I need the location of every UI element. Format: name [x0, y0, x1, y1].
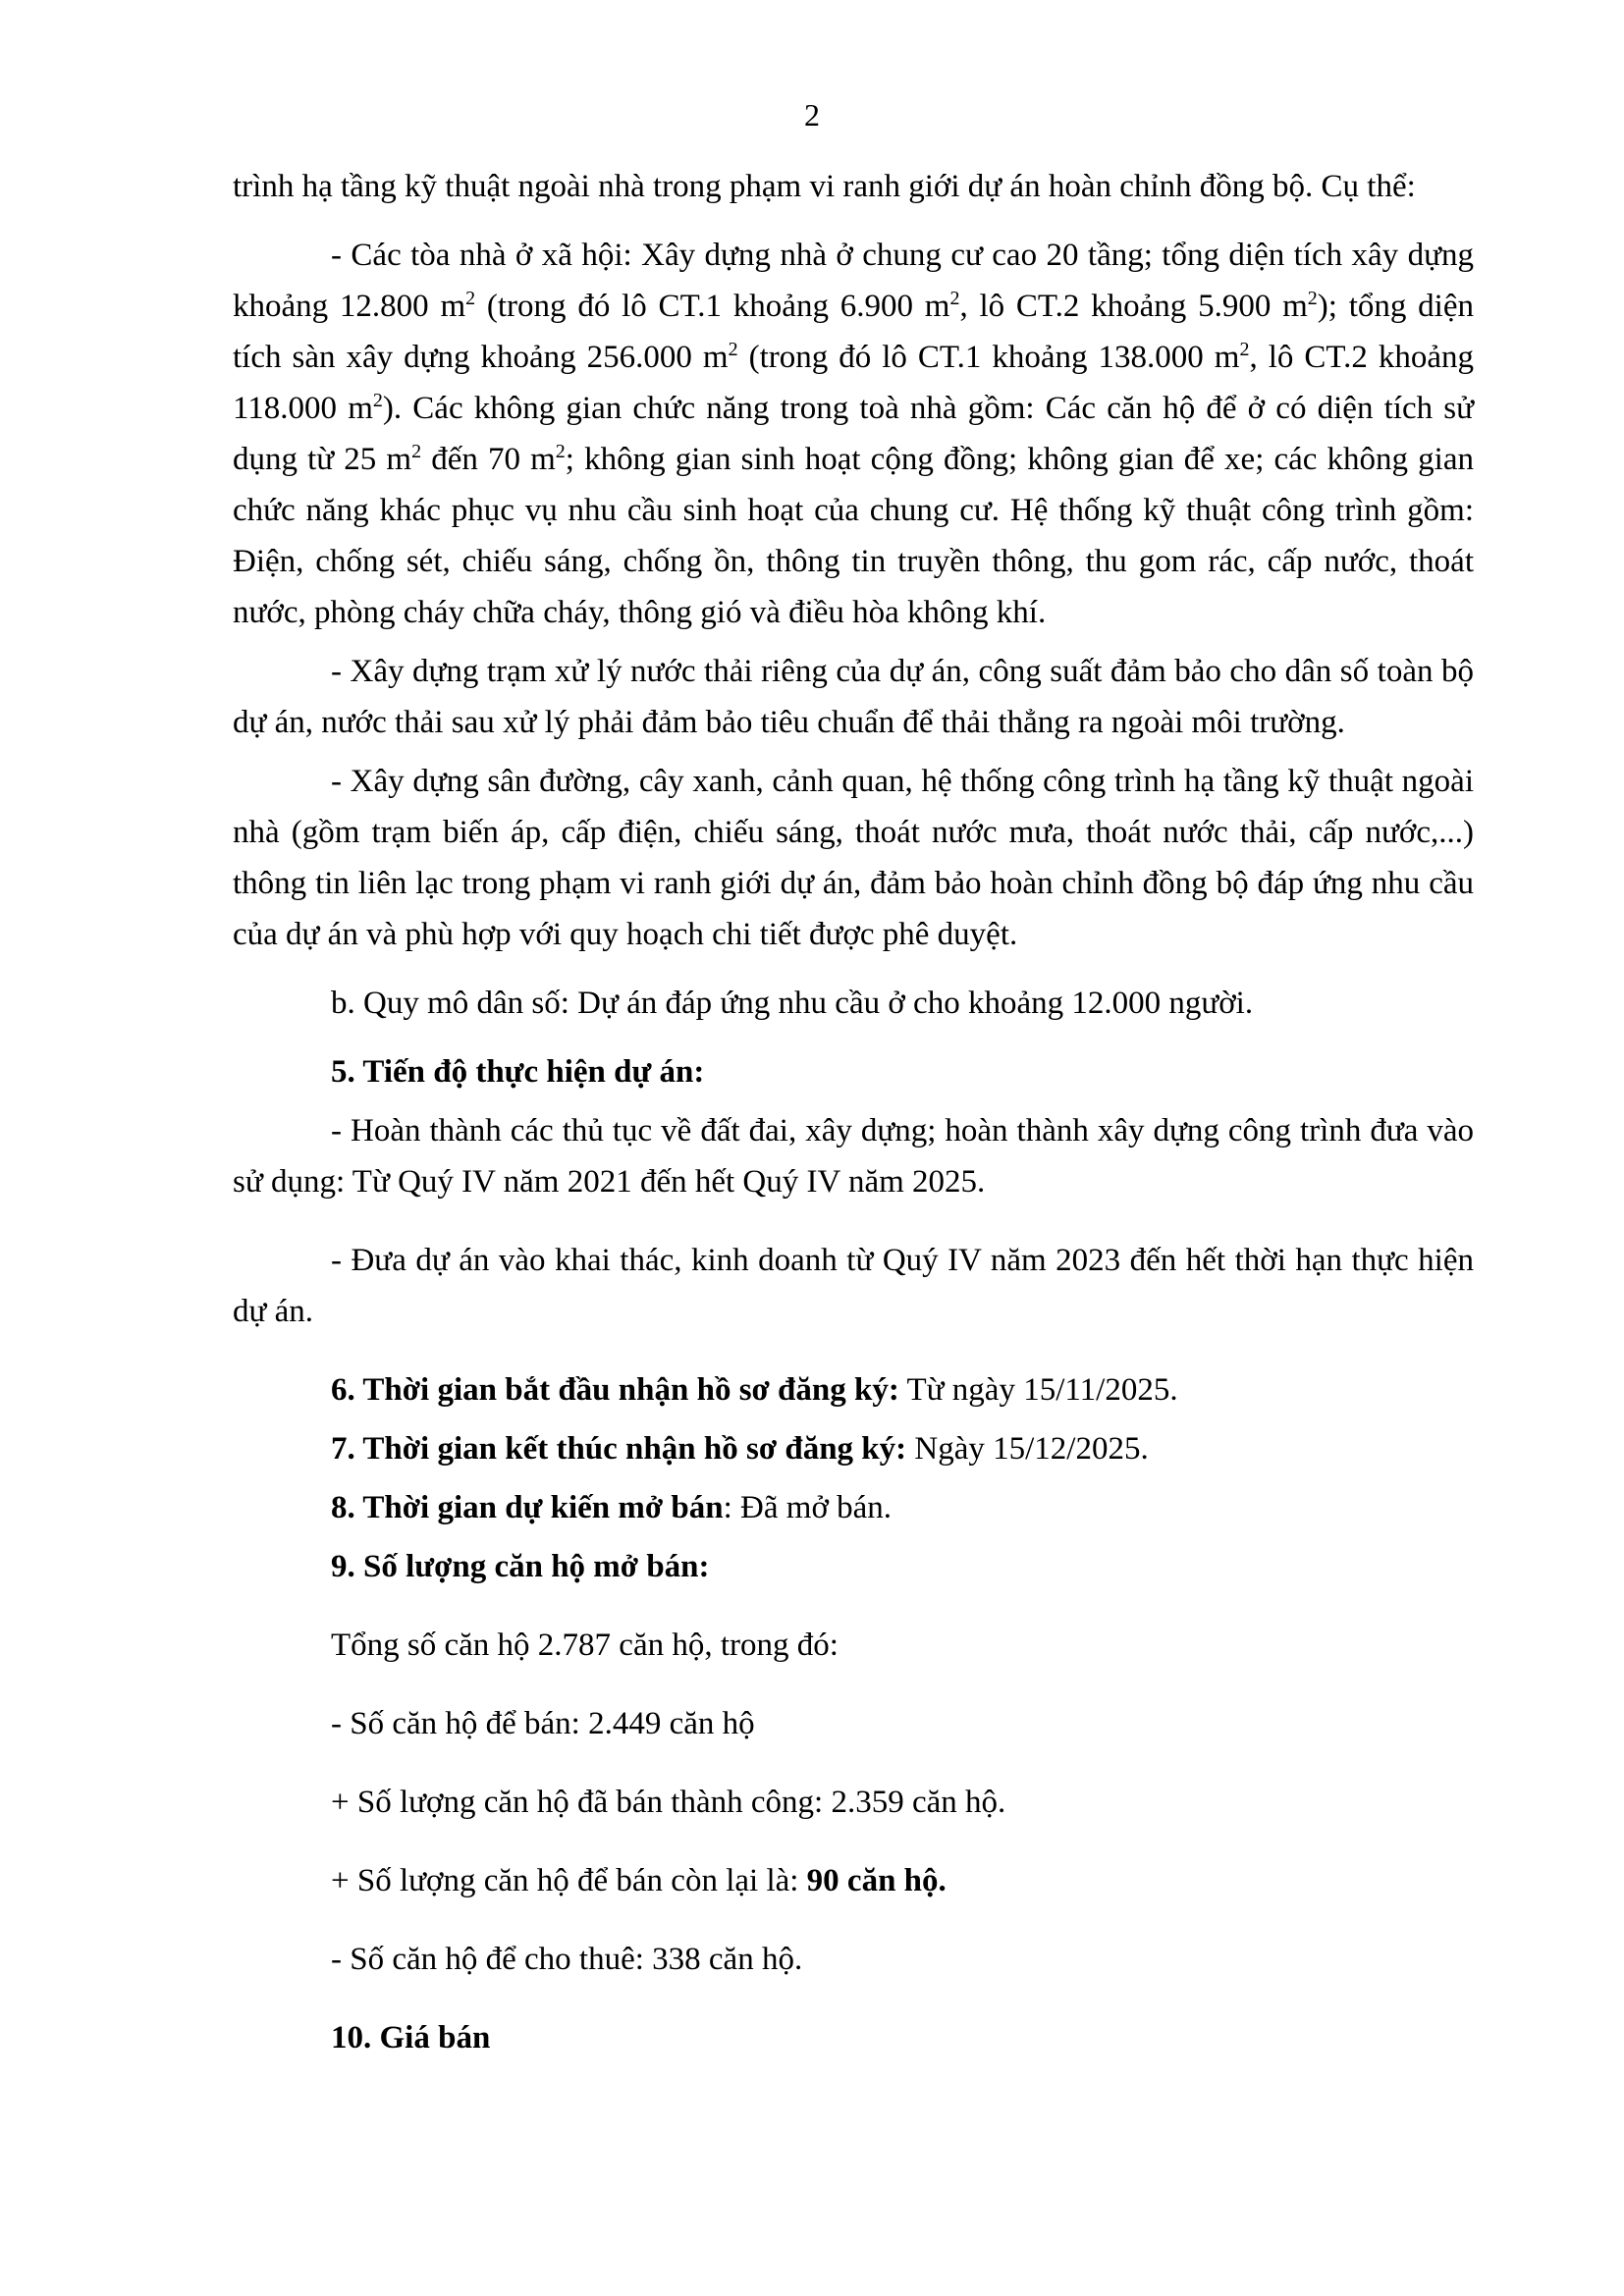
buildings-text-4: ); tổng diện tích sàn xây dựng khoảng 256.000 m	[233, 289, 1474, 375]
infrastructure-paragraph: - Xây dựng sân đường, cây xanh, cảnh quan, hệ thống công trình hạ tầng kỹ thuật ngoài nhà (gồm trạm biến áp, cấp điện, chiếu sáng, thoát nước mưa, thoát nước thải, cấp nước,...) thông tin liên lạc trong phạm vi ranh giới dự án, đảm bảo hoàn chỉnh đồng bộ đáp ứng nhu cầu của dự án và phù hợp với quy hoạch chi tiết được phê duyệt.	[233, 764, 1474, 952]
section-9-for-sale: - Số căn hộ để bán: 2.449 căn hộ	[331, 1706, 755, 1741]
buildings-text-9: ; không gian sinh hoạt cộng đồng; không gian để xe; các không gian chức năng khác phục vụ nhu cầu sinh hoạt của chung cư. Hệ thống kỹ thuật công trình gồm: Điện, chống sét, chiếu sáng, chống ồn, thông tin truyền thông, thu gom rác, cấp nước, thoát nước, phòng cháy chữa cháy, thông gió và điều hòa không khí.	[233, 442, 1474, 630]
section-5-heading	[233, 1046, 1474, 1097]
buildings-paragraph	[233, 230, 1474, 638]
remaining-value: 90 căn hộ.	[806, 1863, 947, 1898]
superscript: 2	[949, 288, 960, 309]
section-9-for-rent: - Số căn hộ để cho thuê: 338 căn hộ.	[331, 1942, 803, 1977]
population-paragraph: b. Quy mô dân số: Dự án đáp ứng nhu cầu ở cho khoảng 12.000 người.	[331, 986, 1254, 1021]
section-10-title: 10. Giá bán	[331, 2020, 491, 2056]
superscript: 2	[465, 288, 476, 309]
superscript: 2	[555, 441, 566, 462]
remaining-label: + Số lượng căn hộ để bán còn lại là:	[331, 1863, 807, 1898]
superscript: 2	[411, 441, 422, 462]
section-7-value: Ngày 15/12/2025.	[906, 1431, 1149, 1467]
section-7-label: 7. Thời gian kết thúc nhận hồ sơ đăng ký:	[331, 1431, 907, 1467]
section-9-remaining	[233, 1855, 1474, 1906]
section-6-value: Từ ngày 15/11/2025.	[898, 1372, 1178, 1408]
page-number: 2	[804, 97, 820, 133]
buildings-text-7: ). Các không gian chức năng trong toà nhà gồm: Các căn hộ để ở có diện tích sử dụng từ 25 m	[233, 391, 1474, 477]
section-9-sold: + Số lượng căn hộ đã bán thành công: 2.359 căn hộ.	[331, 1785, 1006, 1820]
section-9-total: Tổng số căn hộ 2.787 căn hộ, trong đó:	[331, 1628, 839, 1663]
wastewater-paragraph: - Xây dựng trạm xử lý nước thải riêng của dự án, công suất đảm bảo cho dân số toàn bộ dự án, nước thải sau xử lý phải đảm bảo tiêu chuẩn để thải thẳng ra ngoài môi trường.	[233, 654, 1474, 740]
section-8-value: : Đã mở bán.	[723, 1490, 893, 1525]
section-8	[233, 1482, 1474, 1533]
section-5-item-1: - Hoàn thành các thủ tục về đất đai, xây dựng; hoàn thành xây dựng công trình đưa vào sử dụng: Từ Quý IV năm 2021 đến hết Quý IV năm 2025.	[233, 1113, 1474, 1200]
section-8-label: 8. Thời gian dự kiến mở bán	[331, 1490, 724, 1525]
buildings-text-5: (trong đó lô CT.1 khoảng 138.000 m	[737, 340, 1240, 375]
document-body	[233, 161, 1474, 2063]
buildings-text-6: , lô CT.2 khoảng 118.000 m	[233, 340, 1474, 426]
buildings-text-3: , lô CT.2 khoảng 5.900 m	[959, 289, 1308, 324]
section-5-title: 5. Tiến độ thực hiện dự án:	[331, 1054, 705, 1090]
superscript: 2	[372, 390, 383, 411]
section-6	[233, 1364, 1474, 1415]
superscript: 2	[1307, 288, 1318, 309]
buildings-text-2: (trong đó lô CT.1 khoảng 6.900 m	[475, 289, 950, 324]
section-7	[233, 1423, 1474, 1474]
superscript: 2	[728, 339, 738, 360]
intro-paragraph: trình hạ tầng kỹ thuật ngoài nhà trong phạm vi ranh giới dự án hoàn chỉnh đồng bộ. Cụ thể:	[233, 169, 1416, 204]
section-5-item-2: - Đưa dự án vào khai thác, kinh doanh từ Quý IV năm 2023 đến hết thời hạn thực hiện dự án.	[233, 1243, 1474, 1329]
buildings-text-8: đến 70 m	[421, 442, 556, 477]
section-6-label: 6. Thời gian bắt đầu nhận hồ sơ đăng ký:	[331, 1372, 899, 1408]
section-10-heading	[233, 2012, 1474, 2063]
buildings-text-1: - Các tòa nhà ở xã hội: Xây dựng nhà ở chung cư cao 20 tầng; tổng diện tích xây dựng khoảng 12.800 m	[233, 238, 1474, 324]
section-9-heading	[233, 1541, 1474, 1592]
superscript: 2	[1239, 339, 1250, 360]
section-9-title: 9. Số lượng căn hộ mở bán:	[331, 1549, 710, 1584]
